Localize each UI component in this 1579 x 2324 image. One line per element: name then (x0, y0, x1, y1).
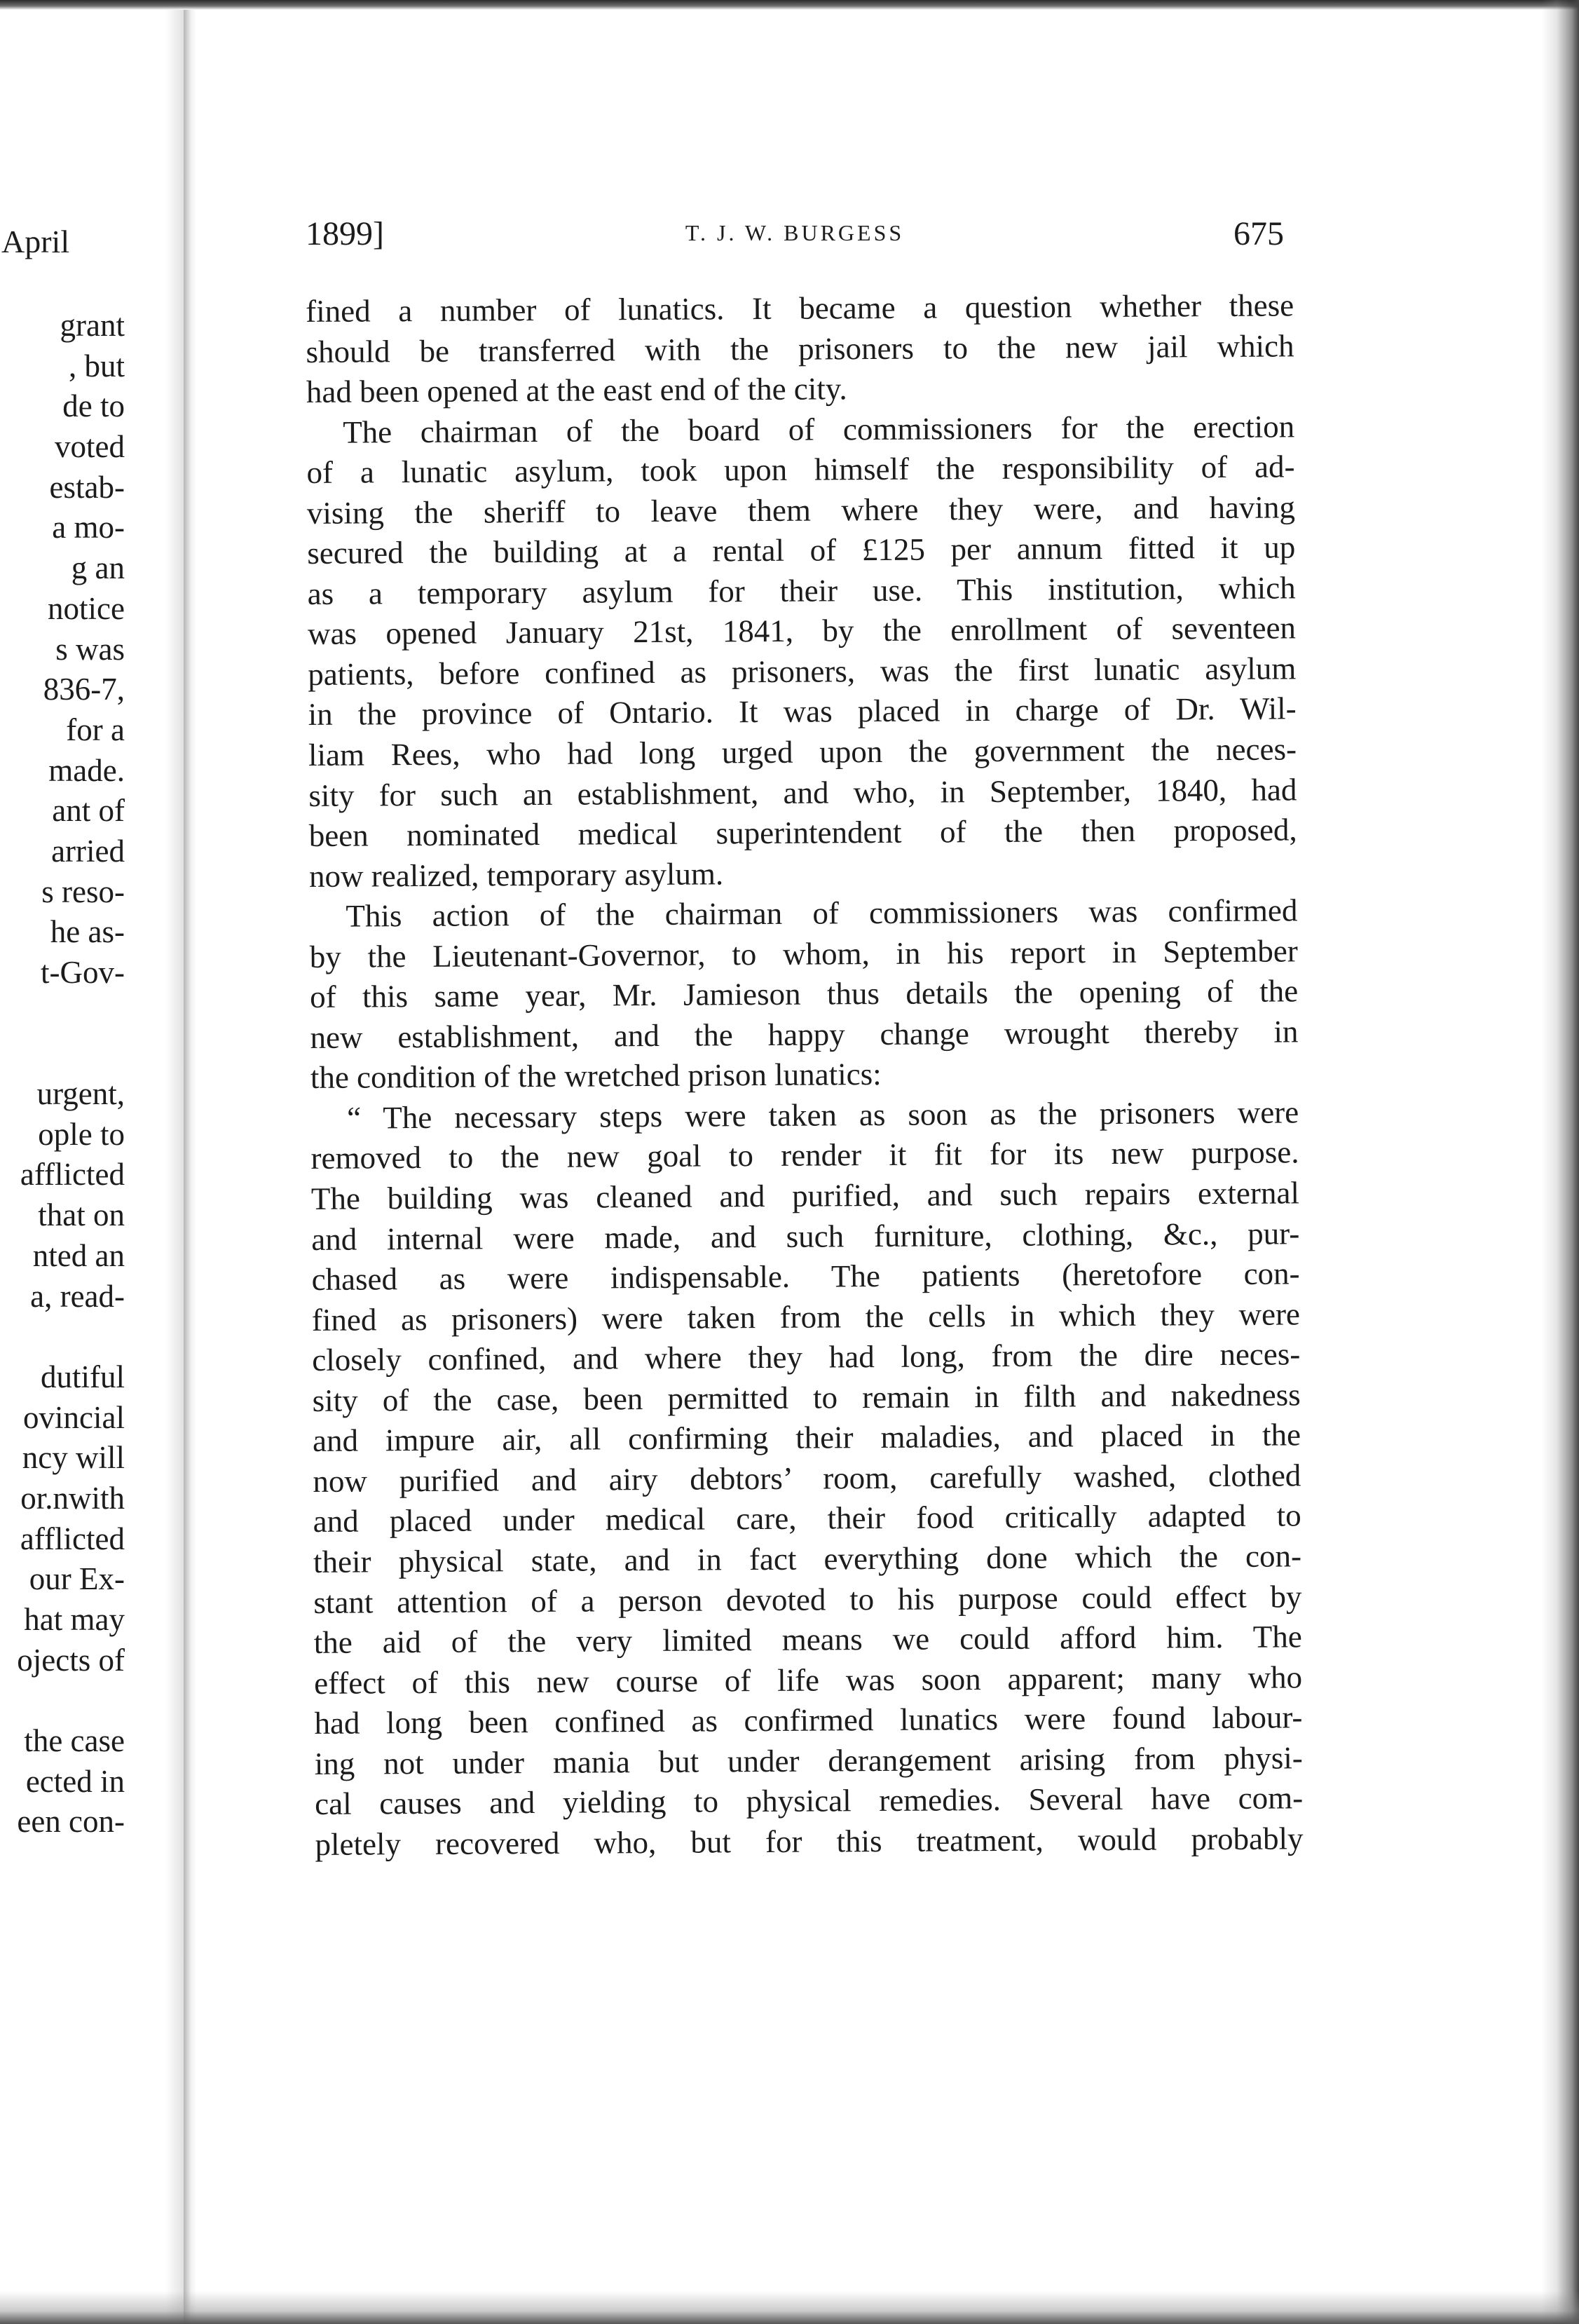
previous-page-line: ant of (52, 793, 125, 829)
book-gutter-shadow (165, 10, 184, 2324)
text-line: This action of the chairman of commissioners was confirmed (346, 892, 1298, 934)
scan-bottom-edge (0, 2291, 1579, 2324)
text-line: stant attention of a person devoted to his purpose could effect by (313, 1578, 1302, 1620)
book-gutter (184, 10, 196, 2324)
previous-page-line: dutiful (41, 1359, 125, 1394)
previous-page-fragment (0, 0, 165, 2324)
previous-page-line: 836-7, (43, 672, 125, 707)
running-head-author: T. J. W. BURGESS (685, 220, 905, 245)
text-line: and impure air, all confirming their maladies, and placed in the (312, 1417, 1301, 1459)
text-line: and internal were made, and such furniture, clothing, &c., pur- (311, 1215, 1300, 1257)
text-line: of this same year, Mr. Jamieson thus details the opening of the (309, 973, 1299, 1015)
text-line: sity for such an establishment, and who, in September, 1840, had (308, 771, 1297, 813)
previous-page-running-head: April (1, 224, 70, 259)
text-line: now purified and airy debtors’ room, carefully washed, clothed (313, 1457, 1301, 1499)
text-line: closely confined, and where they had long, from the dire neces- (312, 1336, 1301, 1378)
previous-page-line: , but (68, 348, 125, 383)
previous-page-line (0, 993, 125, 1034)
previous-page-line: notice (48, 590, 125, 626)
previous-page-line: for a (66, 712, 125, 747)
text-line: in the province of Ontario. It was placed in charge of Dr. Wil- (308, 691, 1297, 733)
text-line: as a temporary asylum for their use. This institution, which (307, 570, 1296, 611)
text-line: patients, before confined as prisoners, was the first lunatic asylum (308, 651, 1297, 692)
previous-page-line (0, 1317, 125, 1357)
text-line: removed to the new goal to render it fit for its new purpose. (310, 1134, 1299, 1176)
scan-right-edge (1542, 0, 1579, 2324)
text-line: effect of this new course of life was soon apparent; many who (313, 1659, 1303, 1701)
text-line: of a lunatic asylum, took upon himself the responsibility of ad- (306, 449, 1295, 491)
previous-page-line: ncy will (22, 1440, 125, 1476)
text-line: The building was cleaned and purified, and such repairs external (310, 1175, 1300, 1217)
previous-page-line: estab- (49, 469, 125, 505)
text-line: fined as prisoners) were taken from the cells in which they were (311, 1296, 1301, 1338)
previous-page-line: voted (55, 429, 125, 465)
previous-page-line: ople to (38, 1116, 125, 1152)
previous-page-line: the case (24, 1723, 125, 1759)
running-head (306, 215, 1284, 257)
text-line: “ The necessary steps were taken as soon as the prisoners were (347, 1094, 1299, 1136)
previous-page-line: or.nwith (20, 1480, 125, 1516)
text-line: new establishment, and the happy change wrought thereby in (310, 1014, 1299, 1055)
text-line: ing not under mania but under derangement arising from physi- (314, 1740, 1303, 1781)
previous-page-line: g an (71, 550, 125, 586)
running-head-year: 1899] (306, 215, 384, 252)
previous-page-line: ovincial (23, 1399, 125, 1435)
text-line: been nominated medical superintendent of the then proposed, (308, 812, 1297, 854)
previous-page-line: afflicted (20, 1157, 125, 1192)
text-line: chased as were indispensable. The patients (heretofore con- (311, 1256, 1300, 1298)
text-line: now realized, temporary asylum. (308, 856, 724, 894)
previous-page-line (0, 1033, 125, 1074)
previous-page-line: s reso- (41, 874, 125, 909)
text-line: and placed under medical care, their food critically adapted to (313, 1497, 1301, 1540)
previous-page-line: nted an (32, 1237, 125, 1273)
previous-page-line: that on (38, 1197, 125, 1233)
text-line: their physical state, and in fact everything done which the con- (313, 1538, 1302, 1579)
previous-page-line: a, read- (30, 1278, 125, 1314)
text-line: by the Lieutenant-Governor, to whom, in his report in September (309, 933, 1298, 974)
previous-page-line: ojects of (17, 1642, 125, 1678)
text-line: was opened January 21st, 1841, by the enrollment of seventeen (307, 610, 1297, 652)
text-line: sity of the case, been permitted to remain in filth and nakedness (312, 1377, 1301, 1418)
text-line: the condition of the wretched prison lunatics: (310, 1056, 882, 1096)
text-line: should be transferred with the prisoners to the new jail which (306, 327, 1294, 369)
text-line: cal causes and yielding to physical remedies. Several have com- (315, 1780, 1304, 1822)
previous-page-line: t-Gov- (41, 955, 125, 990)
previous-page-line: our Ex- (29, 1561, 125, 1597)
previous-page-line: s was (55, 631, 125, 667)
text-line: had been opened at the east end of the city. (306, 371, 847, 410)
text-line: fined a number of lunatics. It became a question whether these (306, 287, 1294, 329)
text-line: pletely recovered who, but for this treatment, would probably (315, 1821, 1304, 1862)
previous-page-line: urgent, (36, 1076, 125, 1112)
previous-page-line: grant (60, 308, 125, 343)
previous-page-line: afflicted (20, 1521, 125, 1556)
previous-page-line: a mo- (52, 510, 125, 545)
text-line: had long been confined as confirmed lunatics were found labour- (314, 1699, 1303, 1741)
previous-page-line (0, 1680, 125, 1721)
previous-page-line: de to (62, 388, 125, 424)
text-line: vising the sheriff to leave them where they were, and having (306, 489, 1296, 531)
page-number: 675 (1233, 215, 1284, 252)
text-line: The chairman of the board of commissioners for the erection (343, 409, 1295, 450)
previous-page-line: ected in (25, 1763, 125, 1799)
previous-page-line: arried (51, 833, 125, 869)
text-line: liam Rees, who had long urged upon the government the neces- (308, 731, 1297, 773)
previous-page-line: hat may (24, 1602, 125, 1637)
previous-page-line: een con- (17, 1804, 125, 1840)
scan-top-edge (0, 0, 1579, 10)
previous-page-line: made. (48, 752, 125, 788)
previous-page-line: he as- (50, 914, 125, 950)
previous-page-text-column (0, 306, 125, 1842)
text-line: the aid of the very limited means we could afford him. The (313, 1619, 1302, 1661)
text-line: secured the building at a rental of £125 per annum fitted it up (307, 529, 1296, 571)
body-text (306, 285, 1304, 1865)
